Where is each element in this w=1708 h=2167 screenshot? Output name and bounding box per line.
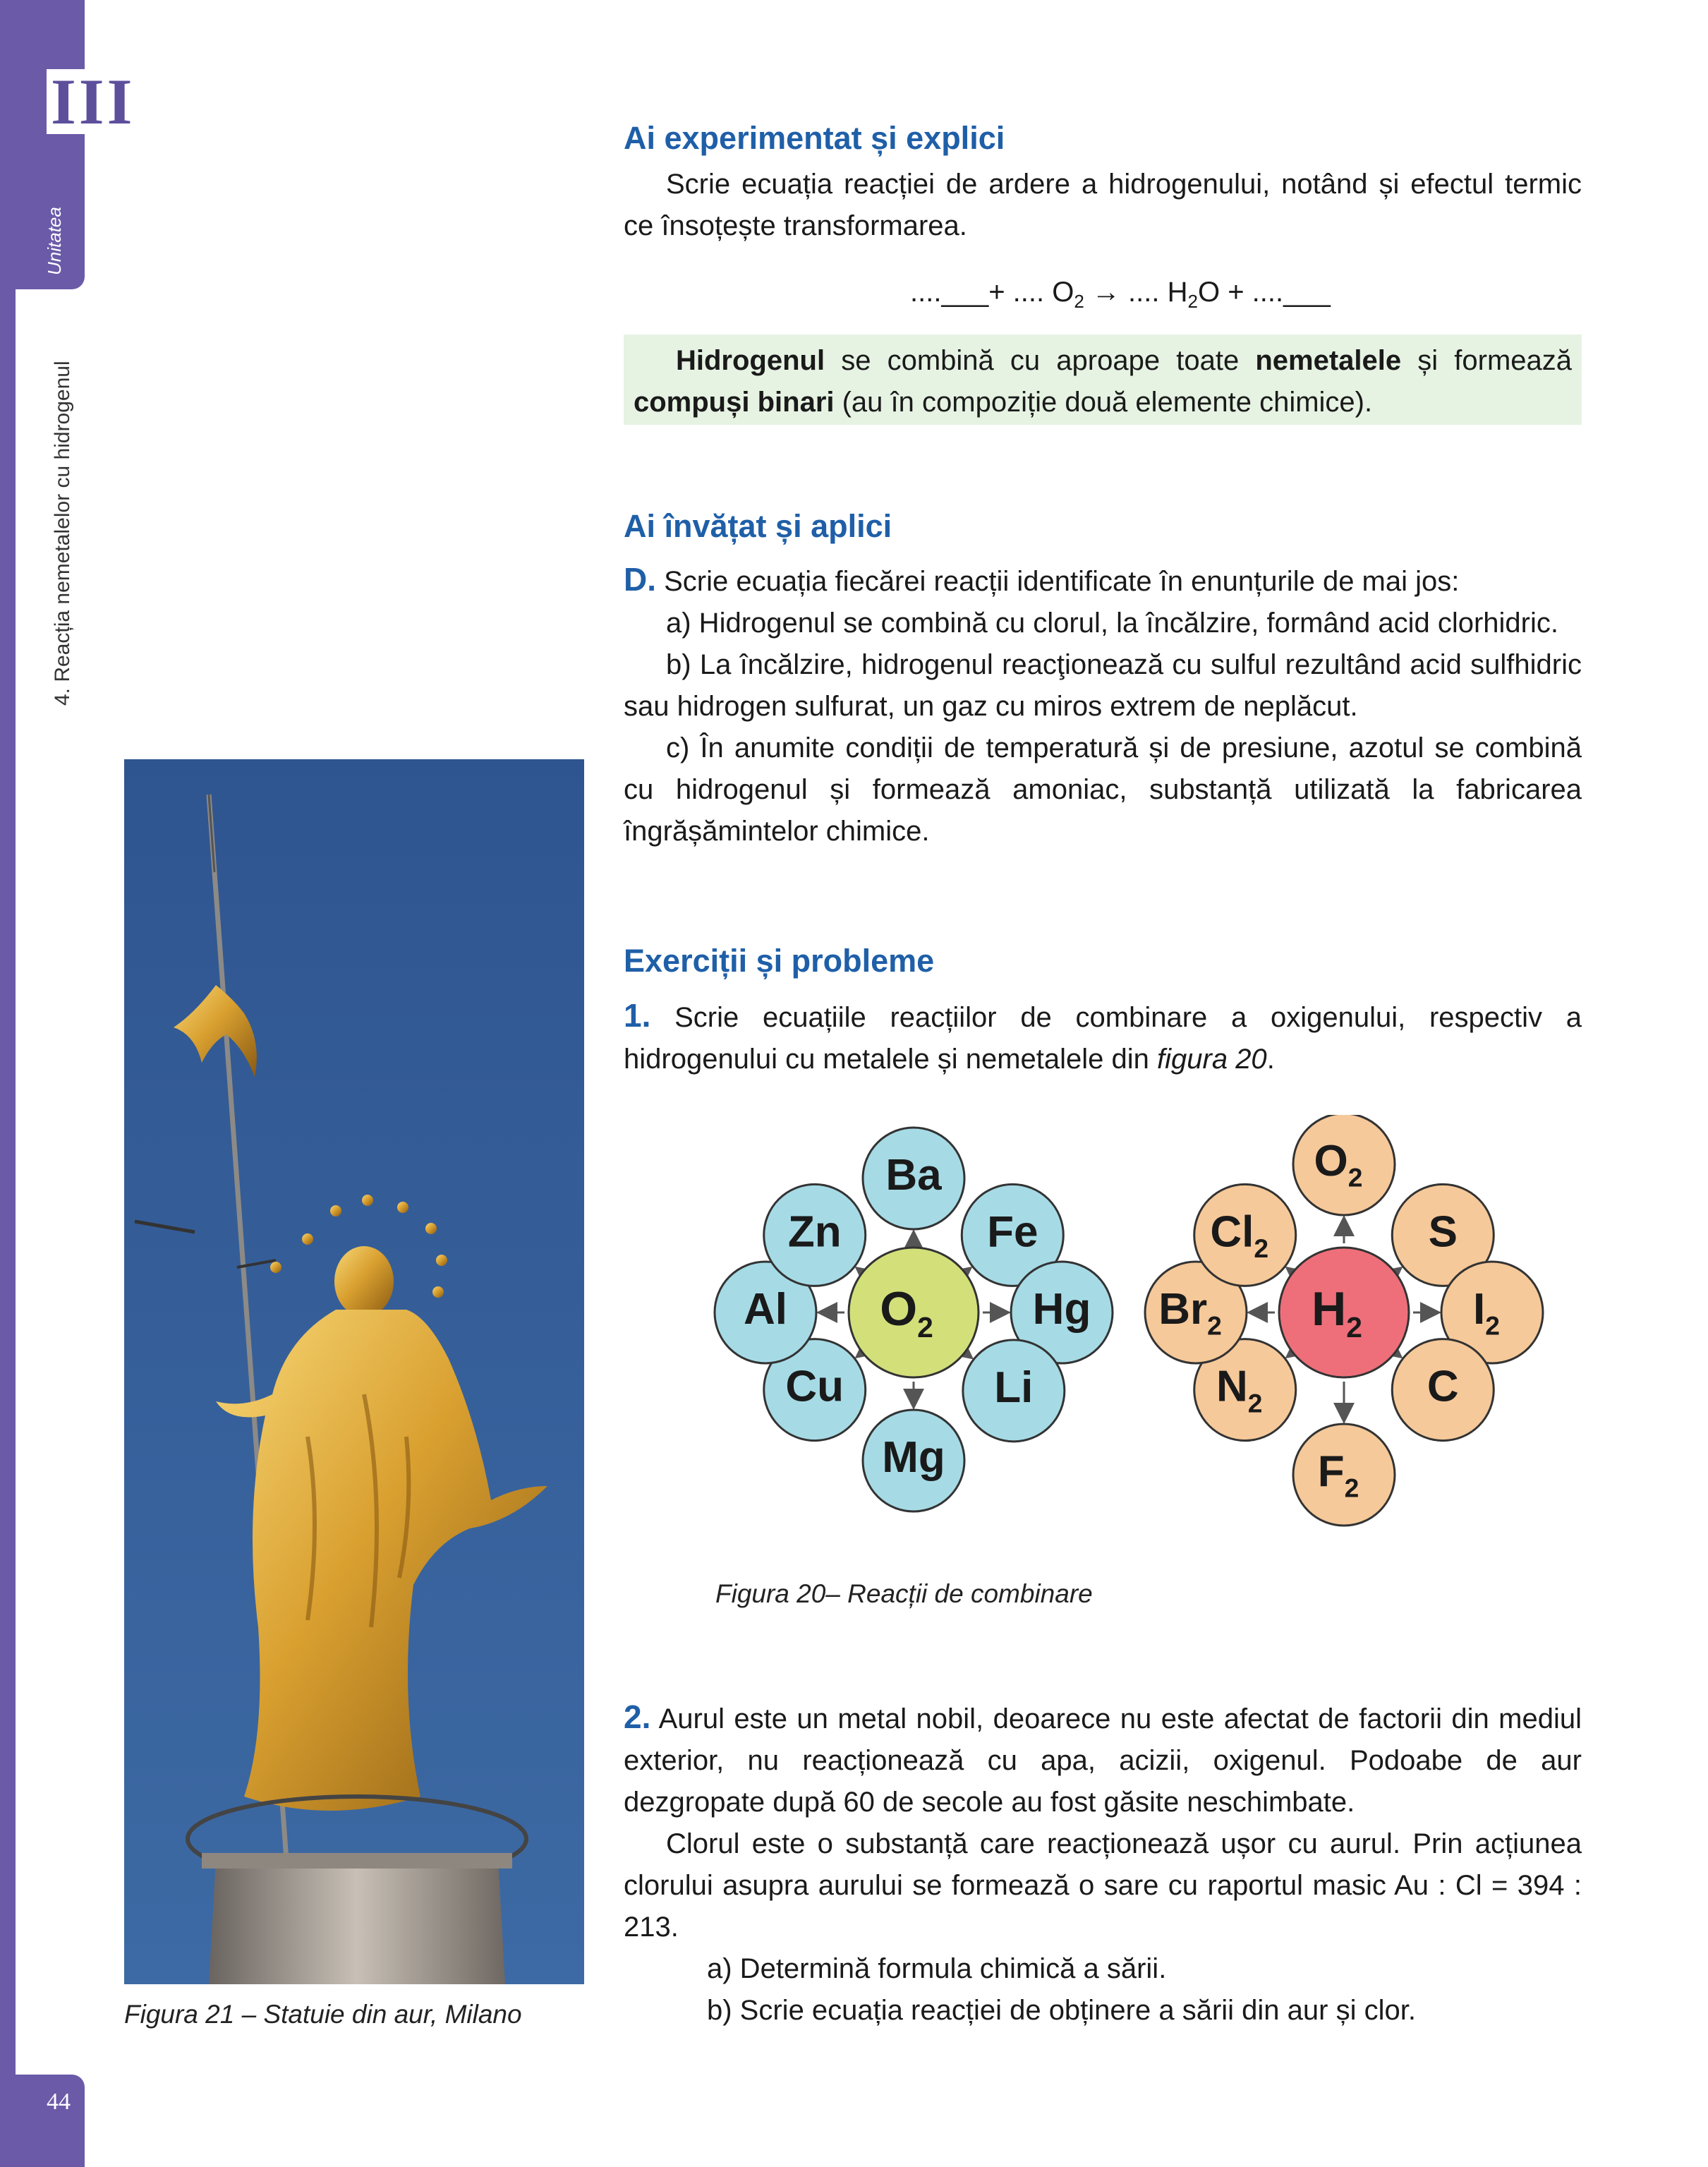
nonmetal-circle-label: $N_2$ [1216, 1362, 1263, 1418]
exercise-1 [624, 995, 1582, 1080]
reaction-arrow [1288, 1355, 1290, 1356]
nonmetal-circle-label: S [1428, 1207, 1458, 1257]
task-label: D. [624, 561, 656, 598]
section-title: Ai învățat și aplici [624, 508, 892, 544]
statue-illustration [124, 759, 584, 1984]
text: se combină cu aproape toate [825, 345, 1256, 376]
text: (au în compoziție două elemente chimice). [834, 387, 1373, 418]
reaction-arrow [968, 1355, 970, 1356]
metal-circle-label: Ba [885, 1151, 942, 1200]
reaction-arrow [1398, 1355, 1400, 1356]
unit-tab [0, 0, 85, 289]
page-number-tab [0, 2075, 85, 2167]
metal-circle-label: Al [744, 1285, 787, 1334]
reaction-arrow [858, 1355, 859, 1356]
metal-circle-label: Cu [785, 1362, 844, 1411]
figure-21-caption: Figura 21 – Statuie din aur, Milano [124, 2000, 522, 2029]
nonmetal-circle-label: $F_2$ [1317, 1447, 1359, 1503]
definition-box [624, 334, 1582, 425]
task-item: a) Hidrogenul se combină cu clorul, la încălzire, formând acid clorhidric. [666, 608, 1558, 639]
unit-label: Unitatea [44, 207, 65, 275]
equation-part: → .... H [1084, 277, 1188, 308]
task-d [624, 559, 1582, 603]
chapter-title: 4. Reacția nemetalelor cu hidrogenul [51, 361, 74, 706]
section-experiment [624, 120, 1582, 247]
equation-part: O + ....___ [1197, 277, 1331, 308]
definition-text [634, 340, 1572, 423]
exercise-2-paragraph: Clorul este o substanță care reacționează ușor cu aurul. Prin acțiunea clorului asupra aurului se formează o sare cu raportul masic Au : Cl = 394 : 213. [624, 1828, 1582, 1943]
task-item: b) La încălzire, hidrogenul reacţionează cu sulful rezultând acid sulfhidric sau hidrogen sulfurat, un gaz cu miros extrem de neplăcut. [624, 649, 1582, 722]
section-title: Exerciții și probleme [624, 943, 935, 979]
exercise-text: . [1266, 1044, 1275, 1075]
unit-number: III [47, 69, 139, 134]
text: și formează [1401, 345, 1572, 376]
exercise-2-item: a) Determină formula chimică a sării. [707, 1953, 1167, 1984]
side-rule [0, 289, 16, 2167]
subscript: 2 [1187, 291, 1198, 312]
exercise-text: Scrie ecuațiile reacțiilor de combinare a oxigenului, respectiv a hidrogenului cu metalele și nemetalele din [624, 1002, 1582, 1075]
metal-circle-label: Hg [1032, 1285, 1091, 1334]
metal-circle-label: Fe [987, 1207, 1038, 1257]
figure-20-diagram [705, 1115, 1580, 1538]
section-exercises [624, 943, 1582, 1080]
exercise-2-item: b) Scrie ecuația reacției de obținere a sării din aur și clor. [707, 1995, 1416, 2026]
section-text: Scrie ecuația reacției de ardere a hidrogenului, notând și efectul termic ce însoțește transformarea. [624, 169, 1582, 241]
task-text: Scrie ecuația fiecărei reacții identificate în enunțurile de mai jos: [656, 566, 1460, 597]
figure-20-caption: Figura 20– Reacții de combinare [715, 1579, 1093, 1608]
nonmetal-circle-label: $Cl_2$ [1210, 1207, 1269, 1263]
exercise-number: 1. [624, 997, 651, 1034]
nonmetal-circle-label: $O_2$ [1314, 1137, 1363, 1193]
metal-circle-label: Zn [787, 1207, 842, 1257]
exercise-2-block [624, 1696, 1582, 2032]
term: nemetalele [1255, 345, 1402, 376]
term: compuși binari [634, 387, 835, 418]
statue-photo [124, 759, 584, 1984]
nonmetal-circle-label: C [1427, 1362, 1459, 1411]
exercise-number: 2. [624, 1698, 651, 1735]
section-title: Ai experimentat și explici [624, 120, 1005, 156]
nonmetal-circle-label: $Br_2$ [1158, 1285, 1222, 1341]
figure-reference: figura 20 [1157, 1044, 1267, 1075]
oxygen-combination-group [715, 1128, 1113, 1511]
section-apply [624, 508, 1582, 852]
task-item: c) În anumite condiții de temperatură și de presiune, azotul se combină cu hidrogenul și formează amoniac, substanță utilizată la fabricarea îngrășămintelor chimice. [624, 732, 1582, 847]
combustion-equation [910, 277, 1331, 313]
subscript: 2 [1074, 291, 1084, 312]
page-number: 44 [47, 2089, 71, 2115]
nonmetal-circle-label: $I_2$ [1473, 1285, 1500, 1341]
term: Hidrogenul [676, 345, 825, 376]
hydrogen-combination-group [1145, 1115, 1543, 1526]
center-element-label: $O_2$ [880, 1281, 933, 1344]
exercise-text: Aurul este un metal nobil, deoarece nu este afectat de factorii din mediul exterior, nu reacționează cu apa, acizii, oxigenul. Podoabe de aur dezgropate după 60 de secole au fost găsite neschimbate. [624, 1703, 1582, 1818]
equation-part: ....___+ .... O [910, 277, 1074, 308]
metal-circle-label: Mg [882, 1433, 945, 1483]
metal-circle-label: Li [994, 1363, 1034, 1413]
center-element-label: $H_2$ [1312, 1281, 1362, 1344]
exercise-2 [624, 1696, 1582, 1823]
